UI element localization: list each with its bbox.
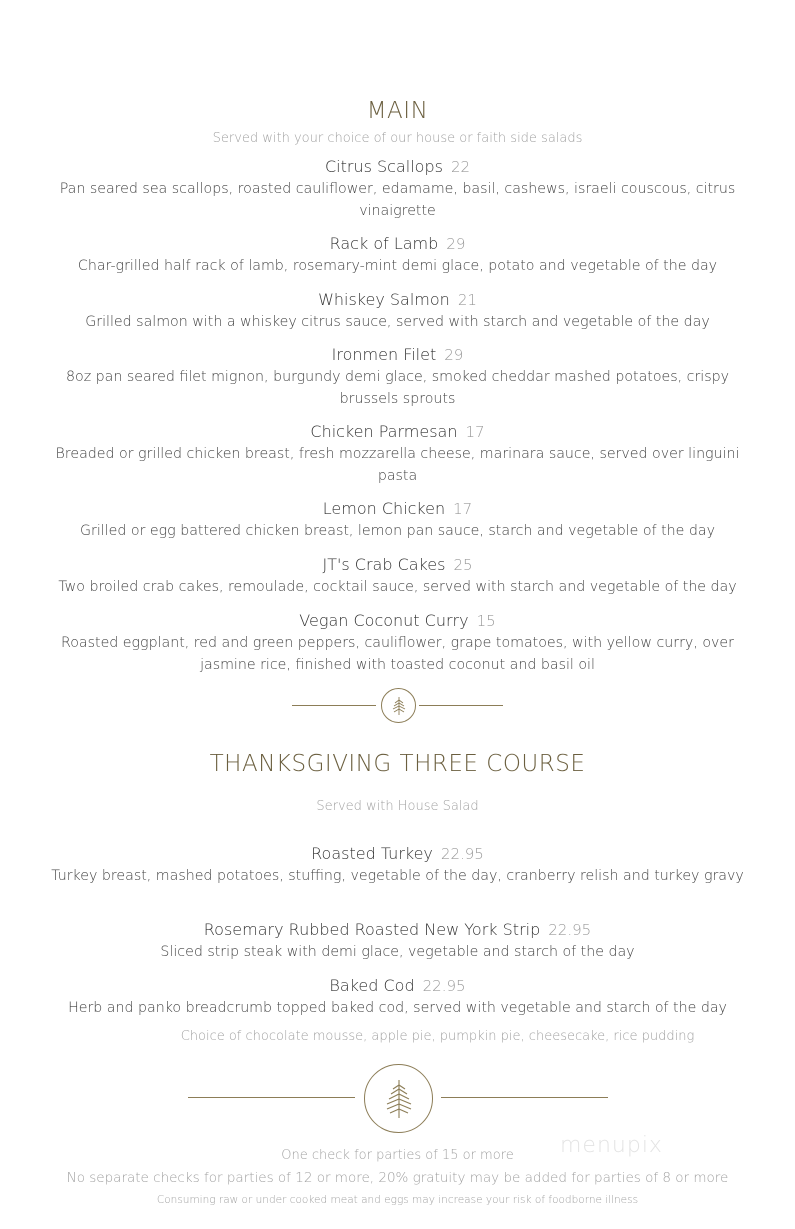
- item-description: Turkey breast, mashed potatoes, stuffing, vegetable of the day, cranberry relish and turkey gravy: [51, 868, 744, 884]
- divider-rule-left: [188, 1097, 355, 1098]
- item-description: Grilled or egg battered chicken breast, lemon pan sauce, starch and vegetable of the day: [80, 523, 715, 539]
- menu-item: [50, 975, 745, 1020]
- item-price: 22.95: [548, 921, 592, 939]
- item-name: Citrus Scallops: [324, 157, 443, 176]
- main-section-title: MAIN: [366, 98, 429, 124]
- item-price: 21: [457, 291, 477, 309]
- menu-item: [50, 344, 745, 410]
- item-price: 22.95: [440, 845, 484, 863]
- pine-tree-icon: [381, 688, 416, 723]
- footer-line-2: No separate checks for parties of 12 or more, 20% gratuity may be added for parties of 8 or more: [66, 1170, 729, 1186]
- divider-rule-right: [419, 705, 503, 706]
- item-description: Herb and panko breadcrumb topped baked cod, served with vegetable and starch of the day: [68, 1000, 727, 1016]
- item-description: Sliced strip steak with demi glace, vegetable and starch of the day: [160, 944, 635, 960]
- item-description: Grilled salmon with a whiskey citrus sauce, served with starch and vegetable of the day: [85, 314, 710, 330]
- item-name: Rosemary Rubbed Roasted New York Strip: [203, 920, 541, 939]
- item-name: Baked Cod: [329, 976, 415, 995]
- pine-tree-icon: [364, 1064, 433, 1133]
- item-name: Ironmen Filet: [331, 345, 437, 364]
- thanksgiving-section-title: THANKSGIVING THREE COURSE: [209, 751, 586, 777]
- menu-item: [50, 554, 745, 599]
- item-price: 25: [453, 556, 473, 574]
- footer-line-3: Consuming raw or under cooked meat and eggs may increase your risk of foodborne illness: [156, 1194, 639, 1206]
- item-description: Char-grilled half rack of lamb, rosemary-mint demi glace, potato and vegetable of the day: [77, 258, 718, 274]
- item-name: Lemon Chicken: [322, 499, 446, 518]
- item-price: 15: [476, 612, 496, 630]
- item-name: Chicken Parmesan: [310, 422, 458, 441]
- menu-item: [50, 233, 745, 278]
- item-name: Rack of Lamb: [329, 234, 439, 253]
- divider-rule-left: [292, 705, 376, 706]
- item-description: Two broiled crab cakes, remoulade, cocktail sauce, served with starch and vegetable of the day: [58, 579, 737, 595]
- dessert-note: Choice of chocolate mousse, apple pie, pumpkin pie, cheesecake, rice pudding: [180, 1029, 695, 1044]
- menu-item: [50, 421, 745, 487]
- item-price: 29: [444, 346, 464, 364]
- item-name: Roasted Turkey: [311, 844, 433, 863]
- item-description: Roasted eggplant, red and green peppers, cauliflower, grape tomatoes, with yellow curry, over jasmine rice, finished with toasted coconut and basil oil: [61, 635, 734, 673]
- menu-item: [50, 610, 745, 676]
- divider-rule-right: [441, 1097, 608, 1098]
- item-price: 22: [450, 158, 471, 176]
- menu-item: [50, 289, 745, 334]
- watermark-logo: menupix: [560, 1133, 663, 1158]
- item-description: Pan seared sea scallops, roasted cauliflower, edamame, basil, cashews, israeli couscous, citrus vinaigrette: [59, 181, 736, 219]
- menu-item: [50, 156, 745, 222]
- item-name: Whiskey Salmon: [318, 290, 450, 309]
- thanksgiving-section-subtitle: Served with House Salad: [316, 799, 479, 814]
- item-description: 8oz pan seared filet mignon, burgundy demi glace, smoked cheddar mashed potatoes, crispy brussels sprouts: [65, 369, 730, 407]
- item-price: 22.95: [422, 977, 466, 995]
- main-section-subtitle: Served with your choice of our house or faith side salads: [212, 131, 583, 146]
- item-description: Breaded or grilled chicken breast, fresh mozzarella cheese, marinara sauce, served over linguini pasta: [55, 446, 740, 484]
- item-name: JT's Crab Cakes: [322, 555, 446, 574]
- item-price: 17: [465, 423, 485, 441]
- item-price: 29: [446, 235, 466, 253]
- menu-item: [50, 498, 745, 543]
- footer-line-1: One check for parties of 15 or more: [281, 1148, 514, 1163]
- item-name: Vegan Coconut Curry: [299, 611, 469, 630]
- menu-item: [50, 843, 745, 888]
- item-price: 17: [453, 500, 473, 518]
- menu-item: [50, 919, 745, 964]
